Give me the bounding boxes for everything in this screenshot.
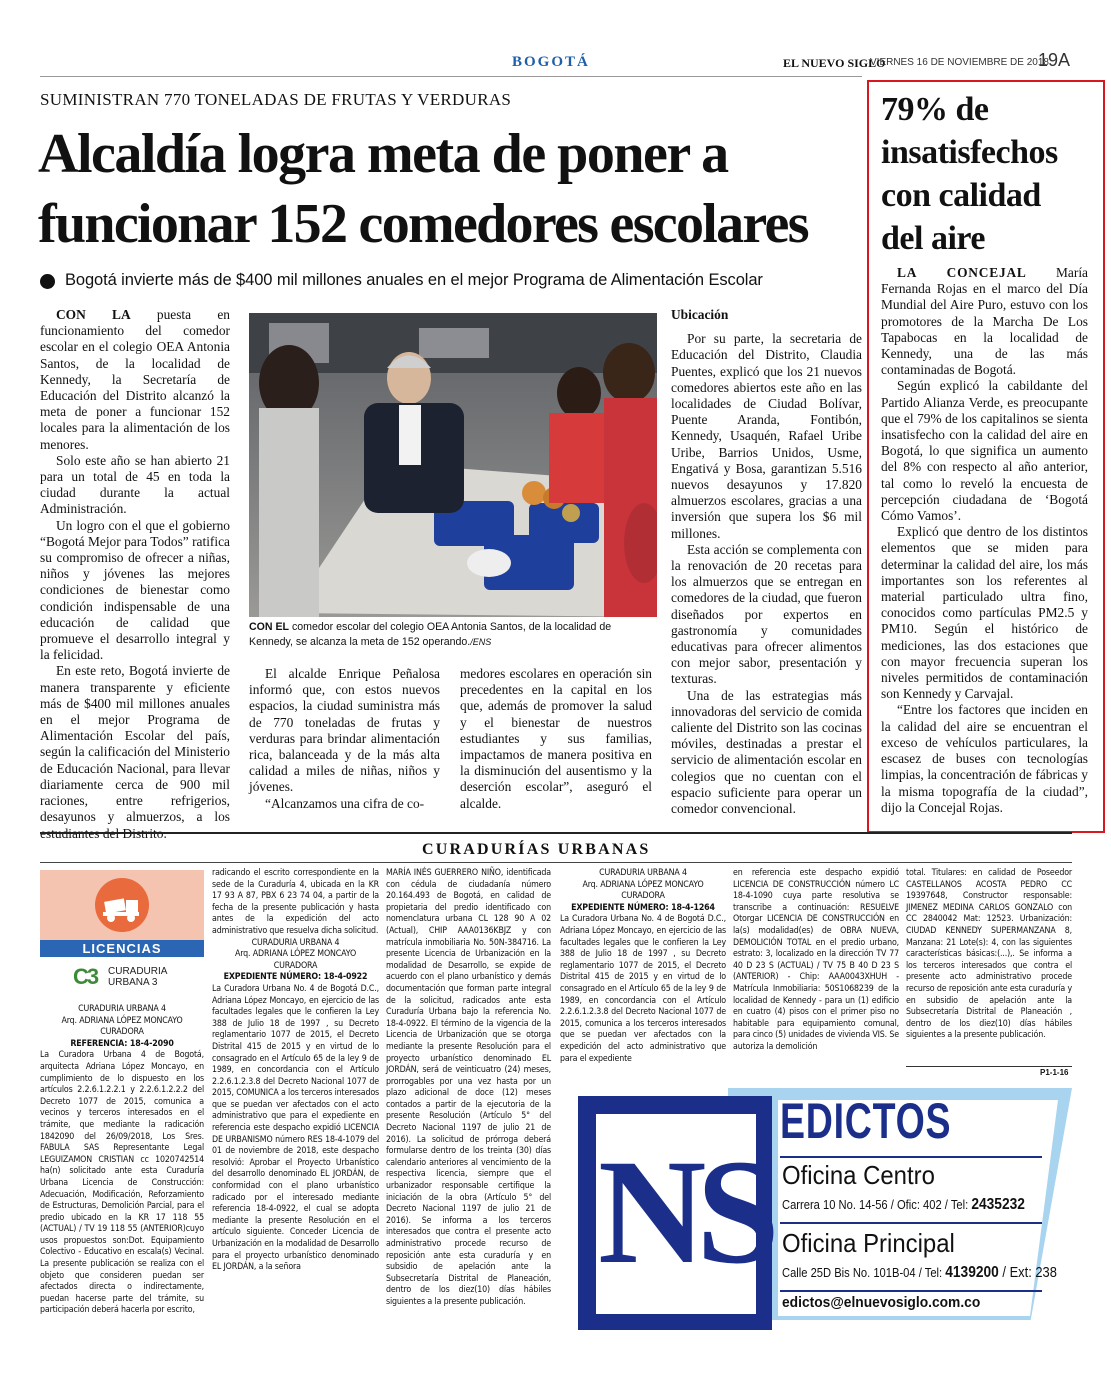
paragraph: “Entre los factores que inciden en la calidad del aire se encuentran el exceso de vehículos particulares, la escasez de buses con tecnologías limpias, la concentración de fábricas y la misma topografía de la ciudad”, dijo la Concejal Rojas. [881,702,1088,815]
legal-divider [906,1066,1072,1067]
office-centro-name: Oficina Centro [782,1160,935,1190]
issue-date: VIERNES 16 DE NOVIEMBRE DE 2018 [870,57,1049,68]
curaduria-3-logo-mark: C3 [73,964,98,989]
mixer-truck-icon [95,878,149,932]
curadurias-title-rule [40,862,1072,863]
paragraph: Explicó que dentro de los distintos elementos que se miden para determinar la calidad del aire, los más importantes son los referentes al material particulado ultra fino, conocidos como partículas PM2.5 y PM10. Según el histórico de mediciones, las dos estaciones que con mayor frecuencia superan los niveles permitidos de contaminación son Kennedy y Carvajal. [881,524,1088,702]
paragraph: Según explicó la cabildante del Partido Alianza Verde, es preocupante que el 79% de los capitalinos se sienta insatisfecho con la calidad del aire en Bogotá, lo que significa un aumento del 8% con respecto al año anterior, tal como lo reveló la encuesta de percepción ciudadana de ‘Bogotá Cómo Vamos’. [881,378,1088,524]
paragraph: Por su parte, la secretaria de Educación del Distrito, Claudia Puentes, explicó que los 21 nuevos comedores abiertos este año en las localidades de Ciudad Bolívar, Puente Aranda, Fontibón, Kennedy, Usaquén, Rafael Uribe Uribe, Barrios Unidos, Usme, Engativá y Bosa, garantizan 5.516 nuevos desayunos y 17.820 almuerzos escolares, gracias a una inversión que supera los $6 mil millones. [671,331,862,541]
deck-bullet [40,274,55,289]
header-rule [40,76,862,77]
sidebar-title: 79% de insatisfechos con calidad del aire [881,91,1058,257]
paragraph: En este reto, Bogotá invierte de manera transparente y eficiente más de $400 mil millones anuales en el mejor Programa de Alimentación Escolar del país, según la calificación del Ministerio de Educación Nacional, para llevar diariamente cerca de 900 mil raciones, entre refrigerios, desayunos y almuerzos, a los [40,663,230,825]
paragraph: “Alcanzamos una cifra de co- [265,795,425,811]
sidebar-body: LA CONCEJAL María Fernanda Rojas en el marco del Día Mundial del Aire Puro, estuvo con los promotores de la Marcha De Los Tapabocas en la localidad de Kennedy, una de las más contaminadas de Bogotá. Según explicó la cabildante del Partido Alianza Verde, es preocupante que el 79% de los capitalinos se sienta insatisfecho con la calidad del aire en Bogotá, lo que significa un aumento del 8% con respecto al año anterior, tal como lo reveló la encuesta de percepción ciudadana de ‘Bogotá Cómo Vamos’. Explicó que dentro de los distintos elementos que se miden para determinar la calidad del aire, los más importantes son los referentes al material particulado ultra fino, conocidos como partículas PM2.5 y PM10. Según el histórico de mediciones, las dos estaciones que con mayor frecuencia superan los niveles permitidos de contaminación son Kennedy y Carvajal. “Entre los factores que inciden en la calidad del aire se encuentran el exceso de vehículos particulares, la escasez de buses con tecnologías limpias, la concentración de fábricas y la misma topografía de la ciudad”, dijo la Concejal Rojas. [881,265,1088,815]
subhead-ubicacion: Ubicación [671,307,729,322]
sidebar-box [867,80,1105,833]
edictos-title: EDICTOS [780,1093,952,1149]
legal-notice-column-3: MARÍA INÉS GUERRERO NIÑO, identificada con cédula de ciudadanía número 20.164.493 de Bogotá, en calidad de propietaria del predio identificado con nomenclatura urbana CL 128 90 A 02 (Actual), CHIP AAA0136KBJZ y con matrícula inmobiliaria No. 50N-384716. La presente Licencia de Urbanización en la modalidad de Desarrollo, se expide de acuerdo con el plano urbanístico y demás documentación que forman parte integral de la solicitud, radicados ante esta Curaduría Urbana bajo la referencia No. 18-4-0922. El término de la vigencia de la Licencia de Urbanización que se otorga mediante la presente Resolución para el proyecto urbanístico denominado EL JORDÁN, será de veinticuatro (24) meses, prorrogables por una vez hasta por un plazo adicional de doce (12) meses contados a partir de la ejecutoria de la presente Resolución (Artículo 5° del Decreto Nacional 1197 de julio 21 de 2016). La solicitud de prórroga deberá formularse dentro de los treinta (30) días calendario anteriores al vencimiento de la respectiva licencia, siempre que el urbanizador responsable certifique la iniciación de la obra (Artículo 5° del Decreto Nacional 1197 de julio 21 de 2016). Se informa a los terceros interesados que contra el presente acto administrativo procede recurso de reposición ante esta curaduría y en subsidio de apelación ante la Subsecretaría Distrital de Planeación, dentro de los diez(10) días hábiles siguientes a la presente publicación. [386,868,551,1307]
edictos-ad [578,1080,1072,1330]
section-label: BOGOTÁ [512,54,590,70]
curadurias-rule-left [40,832,1072,834]
curaduria-3-logo-text: CURADURIA URBANA 3 [108,966,168,988]
page-number: 19A [1038,50,1071,70]
legal-notice-column-4: CURADURIA URBANA 4 Arq. ADRIANA LÓPEZ MONCAYO CURADORA EXPEDIENTE NÚMERO: 18-4-1264 La Curadora Urbana No. 4 de Bogotá D.C., Adriana López Moncayo, en ejercicio de las facultades legales que le confieren la Ley 388 de Julio 18 de 1997 , su Decreto reglamentario 1077 de 2015, el Decreto Distrital 415 de 2015 y en virtud de lo consagrado en el Artículo 65 de la ley 9 de 1989, en concordancia con el Artículo 2.2.6.1.2.3.8 del Decreto Nacional 1077 de 2015, comunica a los terceros interesados que se puedan ver afectados con la expedición del acto administrativo que para el expediente [560,868,726,1064]
article-photo [249,313,657,617]
paper-name: EL NUEVO SIGLO [783,56,886,70]
paragraph: Un logro con el que el gobierno “Bogotá Mejor para Todos” ratifica su compromiso de ofrecer a niñas, niños y jóvenes las mejores condiciones de bienestar como condición indispensable de una educación de calidad que promueve el desarrollo integral y la felicidad. [40,517,230,663]
mixer-truck-panel [40,870,204,940]
ad-rule-2 [780,1222,1042,1224]
edictos-email-link[interactable]: edictos@elnuevosiglo.com.co [782,1294,981,1311]
ns-logo-inner [596,1114,770,1314]
ad-rule-3 [780,1290,1042,1292]
ns-logo-box [578,1096,772,1330]
ns-logo: NS [598,1129,770,1295]
legal-notice-column-1: CURADURIA URBANA 4 Arq. ADRIANA LÓPEZ MONCAYO CURADORA REFERENCIA: 18-4-2090 La Curadora Urbana 4 de Bogotá, arquitecta Adriana López Moncayo, en cumplimiento de lo dispuesto en los artículos 2.2.6.1.2.2.1 y 2.2.6.1.2.2.2 del Decreto 1077 de 2015, comunica a vecinos y terceros interesados en el trámite, que mediante la radicación 1842090 del 26/09/2018, Los Sres. FABULA SAS Representante Legal LEGUIZAMON CRISTIAN cc 1020742514 ha(n) solicitado ante esta Curaduría Urbana Licencia de Construcción: Adecuación, Modificación, Reforzamiento de Estructuras, Demolición Parcial, para el predio ubicado en la KR 17 118 55 (ACTUAL) / TV 19 118 55 (ANTERIOR)cuyo usos propuestos son:Dot. Equipamiento Colectivo - Educativo en escala(s) Vecinal. La presente publicación se realiza con el objeto que consideren puedan ser afectados directa o indirectamente, puedan hacerse parte del trámite, su participación deberá hacerla por escrito, [40,1004,204,1316]
photo-credit: /ENS [470,636,492,647]
article-headline-line-1: Alcaldía logra meta de poner a [38,123,728,185]
office-centro-address: Carrera 10 No. 14-56 / Ofic: 402 / Tel: 2435232 [782,1196,1025,1213]
article-column-1: CON LA puesta en funcionamiento del comedor escolar en el colegio OEA Antonia Santos, de la localidad de Kennedy, la Secretaría de Educación del Distrito alcanzó la meta de poner a funcionar 152 locales para la alimentación de los menores. Solo este año se han abierto 21 para un total de 45 en toda la ciudad durante la actual Administración. Un logro con el que el gobierno “Bogotá Mejor para Todos” ratifica su compromiso de ofrecer a niñas, niños y jóvenes las mejores condiciones de bienestar como condición indispensable de una educación de calidad que promueve el desarrollo integral y la felicidad. En este reto, Bogotá invierte de manera transparente y eficiente más de $400 mil millones anuales en el mejor Programa de Alimentación Escolar del país, según la calificación del Ministerio de Educación Nacional, para llevar diariamente cerca de 900 mil raciones, entre refrigerios, desayunos y almuerzos, a los [40,307,230,842]
legal-code: P1-1-16 [1040,1068,1069,1077]
office-principal-tel: 4139200 [945,1264,999,1281]
lead-in: CON LA [56,307,131,322]
legal-notice-column-2: radicando el escrito correspondiente en la sede de la Curaduría 4, ubicada en la KR 17 93 A 87, PBX 6 23 74 04, a partir de la fecha de la presente publicación y hasta antes de la expedición del acto administrativo que resuelva dicha solicitud. CURADURIA URBANA 4 Arq. ADRIANA LÓPEZ MONCAYO CURADORA EXPEDIENTE NÚMERO: 18-4-0922 La Curadora Urbana No. 4 de Bogotá D.C., Adriana López Moncayo, en ejercicio de las facultades legales que le confieren la Ley 388 de Julio 18 de 1997 , su Decreto reglamentario 1077 de 2015, el Decreto Distrital 415 de 2015 y en virtud de lo consagrado en el Artículo 65 de la ley 9 de 1989, en concordancia con el Artículo 2.2.6.1.2.3.8 del Decreto Nacional 1077 de 2015, COMUNICA a los terceros interesados que se puedan ver afectados con el acto administrativo que para el expediente en referencia este despacho expidió LICENCIA DE URBANISMO número RES 18-4-1079 del 01 de noviembre de 2018, este despacho resolvió: Aprobar el Proyecto Urbanístico del desarrollo denominado EL JORDÁN, de conformidad con el plano urbanístico radicado por el interesado mediante referencia 18-4-0922, el cual se adopta mediante la presente Resolución en el artículo siguiente. Conceder Licencia de Urbanización en la modalidad de Desarrollo para el proyecto urbanístico denominado EL JORDÁN, a la señora [212,868,380,1273]
article-column-4 [671,307,862,817]
paragraph: Solo este año se han abierto 21 para un total de 45 en toda la ciudad durante la actual Administración. [40,452,230,517]
licencias-logo-block [40,870,204,1000]
page-header [40,50,1071,74]
article-deck: Bogotá invierte más de $400 mil millones anuales en el mejor Programa de Alimentación Escolar [65,271,763,289]
paragraph: Esta acción se complementa con la renovación de 20 recetas para los almuerzos que se entregan en comedores de la ciudad, que fueron diseñados por expertos en gastronomía y comunidades educativas para ofrecer alimentos con mejor sabor, presentación y texturas. [671,541,862,687]
photo-caption: CON EL comedor escolar del colegio OEA Antonia Santos, de la localidad de Kennedy, se alcanza la meta de 152 operando./ENS [249,621,612,648]
comedor-photo-illustration [249,313,657,617]
paragraph: medores escolares en operación sin precedentes en la capital en los que, además de promover la salud y el bienestar de nuestros estudiantes y sus familias, impactamos de manera positiva en la disminución del ausentismo y la deserción escolar”, aseguró el alcalde. [460,666,652,811]
licencias-badge: LICENCIAS [40,940,204,957]
office-centro-tel: 2435232 [971,1196,1025,1213]
legal-notice-column-6: total. Titulares: en calidad de Poseedor CASTELLANOS ACOSTA PEDRO CC 19397648, Constructor responsable: JIMENEZ MEDINA CARLOS GONZALO con CC 2840042 Mat: 12523. Urbanización: CIUDAD KENNEDY SUPERMANZANA 8, Manzana: 21 Lote(s): 4, con las siguientes características básicas:(...),. Se informa a los terceros interesados que contra el presente acto administrativo procede recurso de reposición ante esta curaduría y en subsidio de apelación ante la Subsecretaría Distrital de Planeación , dentro de los diez(10) días hábiles siguientes a la presente publicación. [906,868,1072,1041]
curadurias-title: CURADURÍAS URBANAS [422,841,651,858]
article-column-2 [249,666,440,812]
paragraph: El alcalde Enrique Peñalosa informó que, con estos nuevos espacios, la ciudad suministra más de 770 toneladas de frutas y verduras para brindar alimentación rica, balanceada y de la más alta calidad a miles de niñas, niños y jóvenes. [249,666,440,795]
office-principal-name: Oficina Principal [782,1228,955,1258]
article-headline-line-2: funcionar 152 comedores escolares [38,193,808,255]
office-principal-address: Calle 25D Bis No. 101B-04 / Tel: 4139200 / Ext: 238 [782,1264,1057,1281]
ad-rule-1 [780,1156,1042,1158]
article-column-3 [460,666,652,812]
article-kicker: SUMINISTRAN 770 TONELADAS DE FRUTAS Y VERDURAS [40,90,512,109]
paragraph: Una de las estrategias más innovadoras del servicio de comida caliente del Distrito son las cocinas móviles, destinadas a prestar el servicio de alimentación escolar en colegios que no cuentan con el espacio suficiente para operar un comedor convencional. [671,687,862,817]
legal-notice-column-5: en referencia este despacho expidió LICENCIA DE CONSTRUCCIÓN número LC 18-4-1090 cuya parte resolutiva se transcribe a continuación: RESUELVE Otorgar LICENCIA DE CONSTRUCCIÓN en la(s) modalidad(es) de OBRA NUEVA, DEMOLICIÓN TOTAL en el predio urbano, estrato: 3, localizado en la dirección TV 77 40 D 23 S (ACTUAL) / TV 75 B 40 D 23 S (ANTERIOR) - Chip: AAA0043XHUH - Matrícula Inmobiliaria: 50S1068239 de la localidad de Kennedy - para un (1) edificio en cuatro (4) pisos con el primer piso no habitable para equipamiento comunal, para cinco (5) unidades de vivienda VIS. Se autoriza la demolición [733,868,899,1052]
lead-in: LA CONCEJAL [897,265,1027,280]
caption-lead: CON EL [249,621,290,633]
